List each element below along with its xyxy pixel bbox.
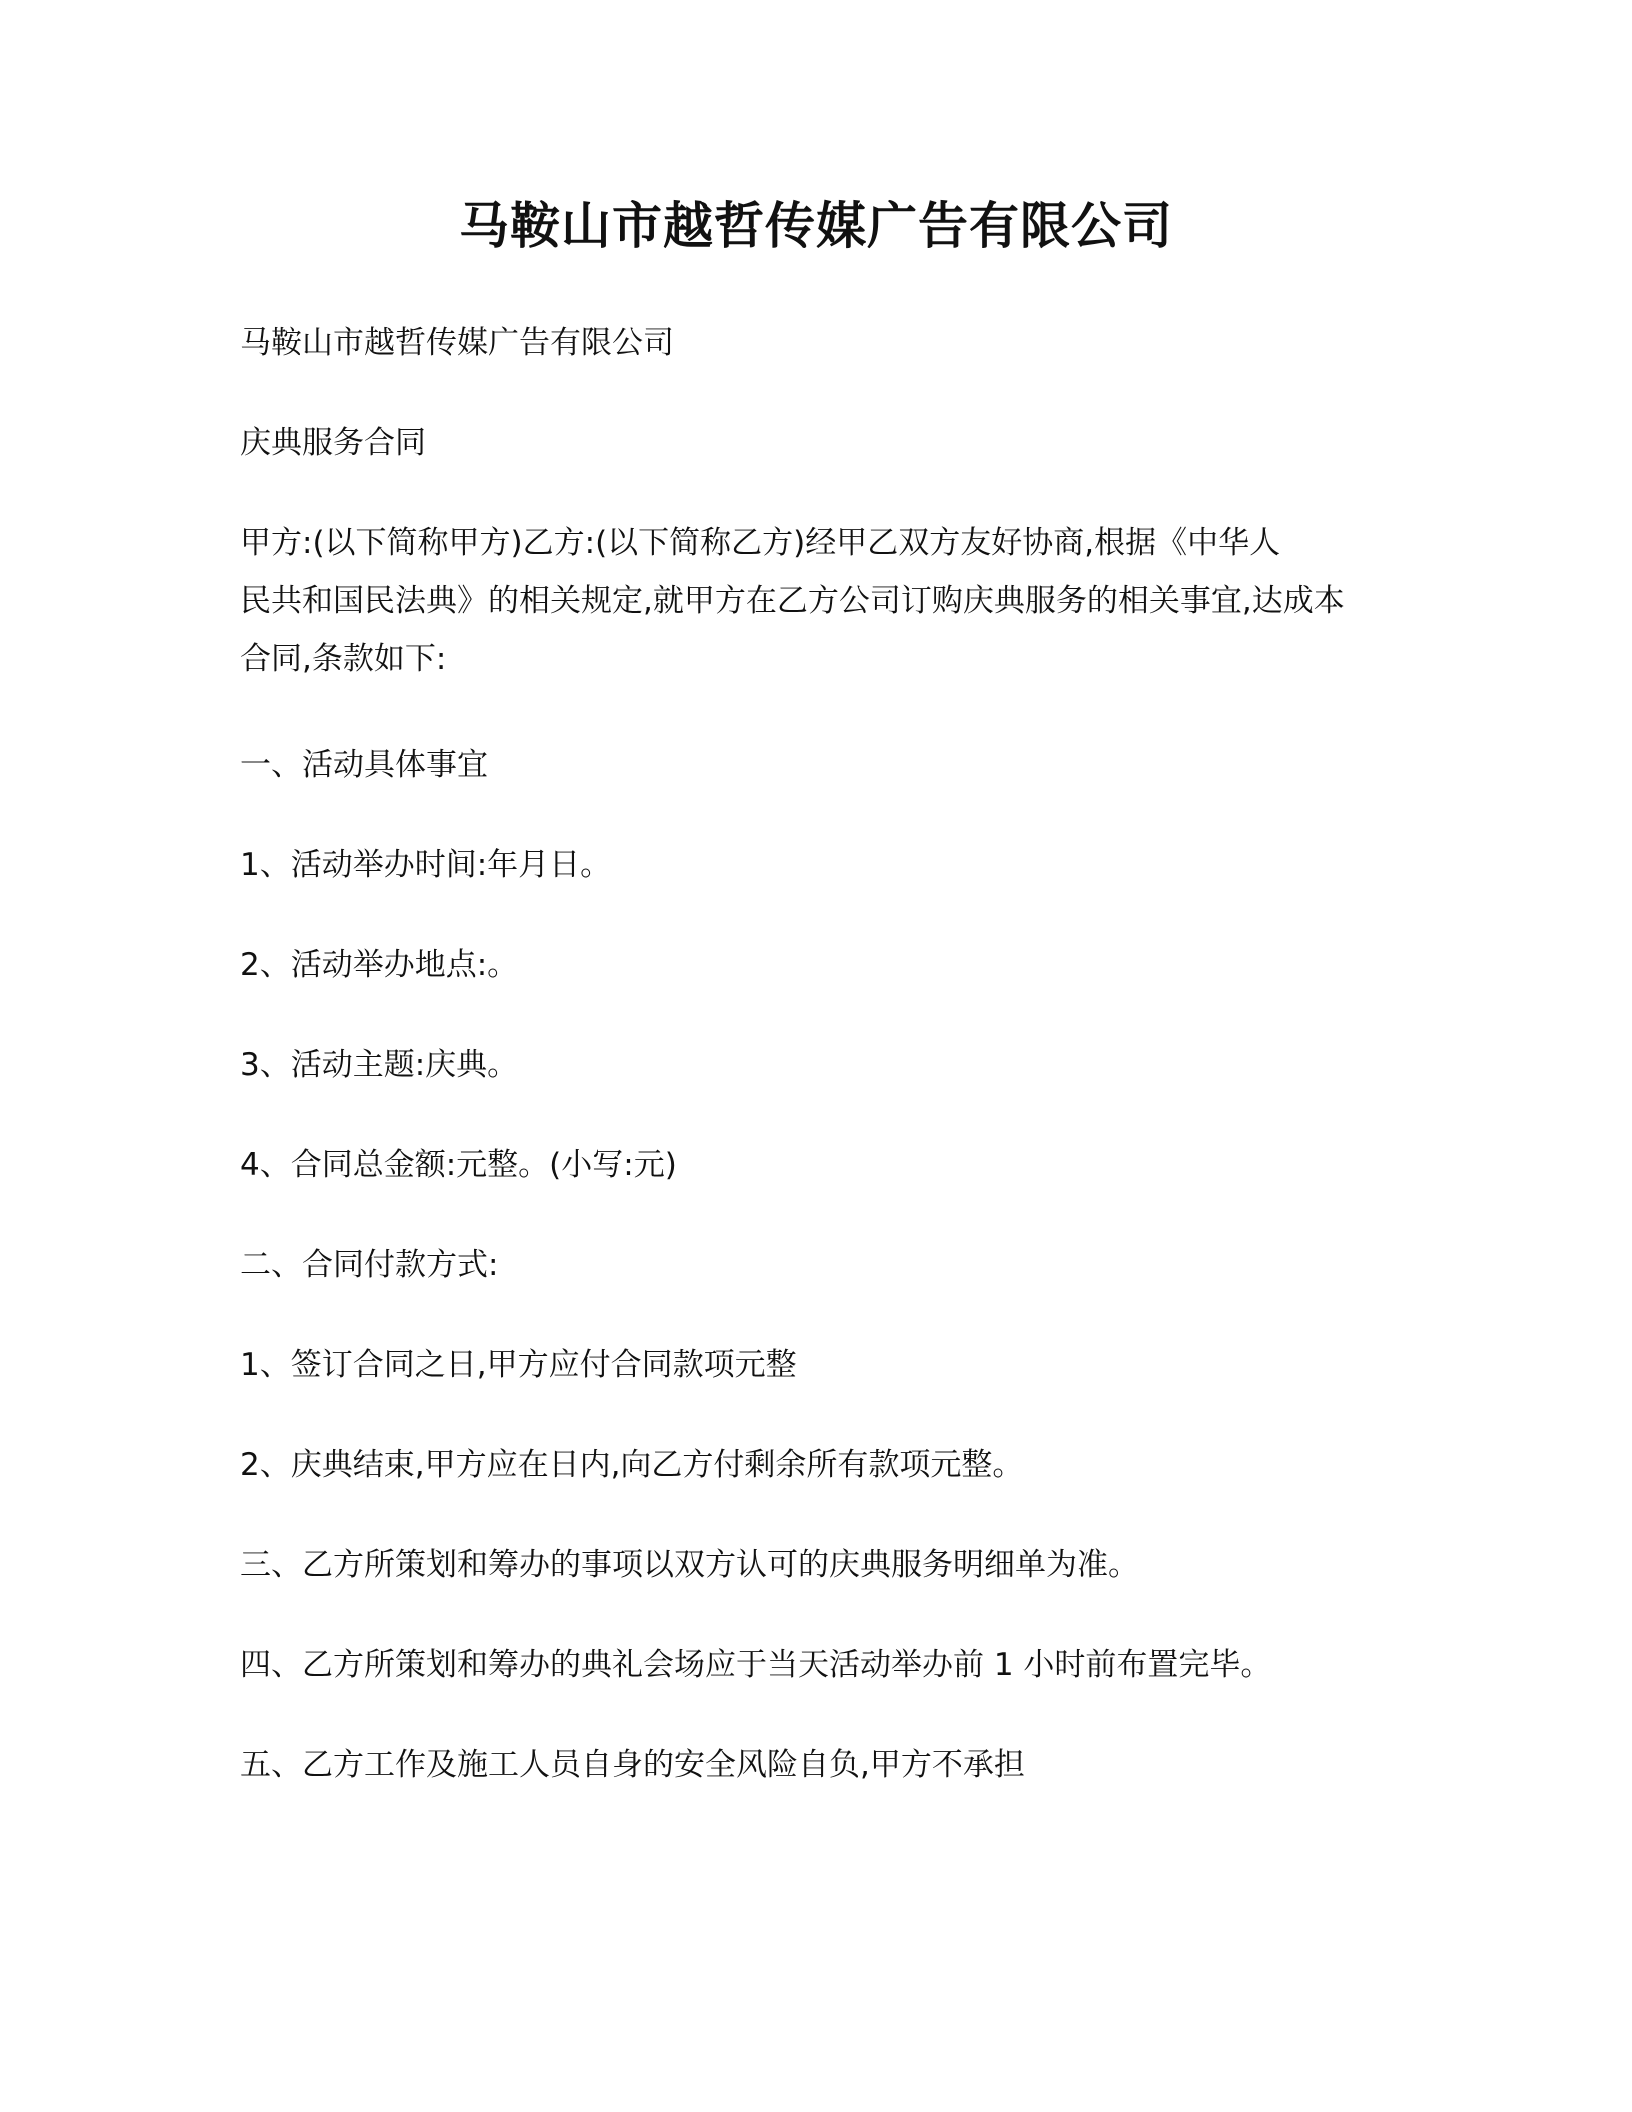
section-2-heading: 二、合同付款方式:: [240, 1247, 499, 1283]
company-line: 马鞍山市越哲传媒广告有限公司: [240, 325, 674, 361]
contract-name: 庆典服务合同: [240, 425, 426, 461]
section-5: 五、乙方工作及施工人员自身的安全风险自负,甲方不承担: [240, 1747, 1025, 1783]
list-item: 3、活动主题:庆典。: [240, 1047, 519, 1083]
list-item: 2、庆典结束,甲方应在日内,向乙方付剩余所有款项元整。: [240, 1447, 1024, 1483]
list-item: 4、合同总金额:元整。(小写:元): [240, 1147, 677, 1183]
section-1-heading: 一、活动具体事宜: [240, 747, 488, 783]
intro-line-2: 民共和国民法典》的相关规定,就甲方在乙方公司订购庆典服务的相关事宜,达成本: [240, 583, 1345, 619]
section-4: 四、乙方所策划和筹办的典礼会场应于当天活动举办前 1 小时前布置完毕。: [240, 1647, 1272, 1683]
document-title: 马鞍山市越哲传媒广告有限公司: [459, 197, 1173, 255]
list-item: 1、签订合同之日,甲方应付合同款项元整: [240, 1347, 797, 1383]
list-item: 1、活动举办时间:年月日。: [240, 847, 612, 883]
intro-line-3: 合同,条款如下:: [240, 641, 447, 677]
section-3: 三、乙方所策划和筹办的事项以双方认可的庆典服务明细单为准。: [240, 1547, 1139, 1583]
intro-line-1: 甲方:(以下简称甲方)乙方:(以下简称乙方)经甲乙双方友好协商,根据《中华人: [240, 525, 1281, 561]
list-item: 2、活动举办地点:。: [240, 947, 519, 983]
